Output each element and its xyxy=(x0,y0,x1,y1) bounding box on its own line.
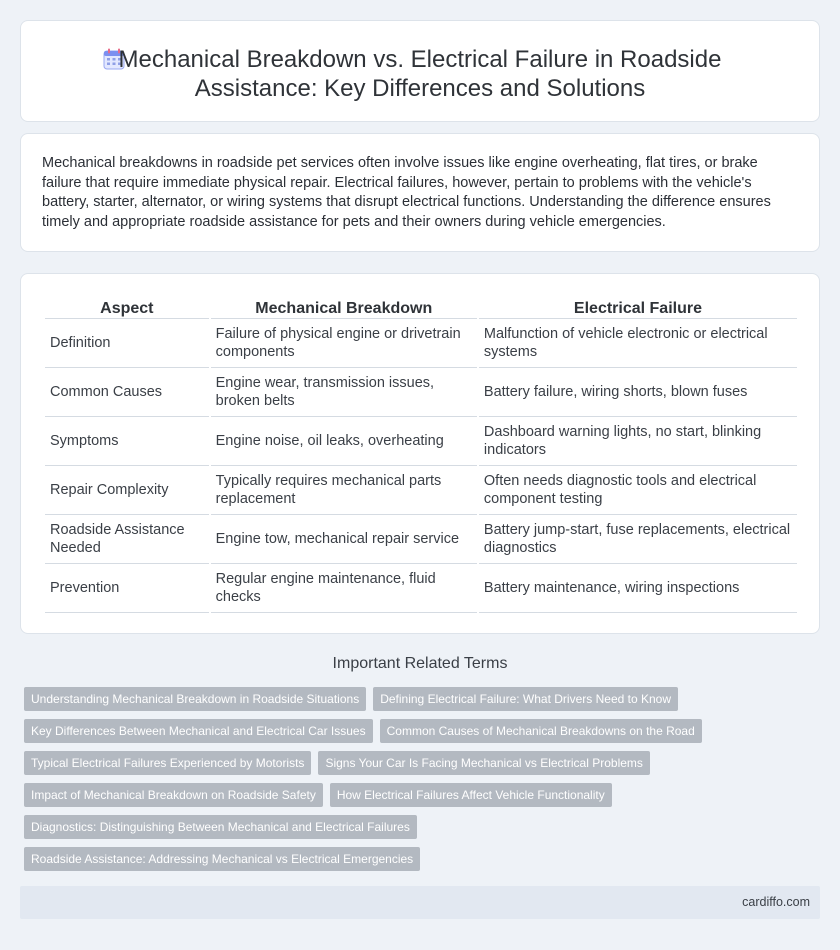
related-term-tag[interactable]: Impact of Mechanical Breakdown on Roadside Safety xyxy=(24,783,323,807)
page-title xyxy=(21,45,819,103)
header-aspect: Aspect xyxy=(45,297,209,319)
cell-mechanical: Typically requires mechanical parts replacement xyxy=(211,466,477,515)
related-term-tag[interactable]: Typical Electrical Failures Experienced by Motorists xyxy=(24,751,311,775)
comparison-card xyxy=(20,273,820,634)
header-mechanical: Mechanical Breakdown xyxy=(211,297,477,319)
tag-row xyxy=(24,783,704,807)
related-term-tag[interactable]: Key Differences Between Mechanical and Electrical Car Issues xyxy=(24,719,373,743)
table-row xyxy=(45,319,797,368)
table-row xyxy=(45,515,797,564)
cell-aspect: Repair Complexity xyxy=(45,466,209,515)
intro-card xyxy=(20,133,820,252)
related-terms-list xyxy=(24,687,704,879)
cell-aspect: Roadside Assistance Needed xyxy=(45,515,209,564)
table-row xyxy=(45,564,797,613)
table-row xyxy=(45,417,797,466)
related-terms-heading: Important Related Terms xyxy=(332,655,508,672)
tag-row xyxy=(24,751,704,775)
cell-aspect: Symptoms xyxy=(45,417,209,466)
tag-row xyxy=(24,719,704,743)
cell-electrical: Often needs diagnostic tools and electrical component testing xyxy=(479,466,797,515)
table-row xyxy=(45,368,797,417)
related-term-tag[interactable]: Roadside Assistance: Addressing Mechanical vs Electrical Emergencies xyxy=(24,847,420,871)
cell-mechanical: Engine tow, mechanical repair service xyxy=(211,515,477,564)
cell-electrical: Battery failure, wiring shorts, blown fuses xyxy=(479,368,797,417)
comparison-table xyxy=(43,297,799,613)
related-term-tag[interactable]: Defining Electrical Failure: What Drivers Need to Know xyxy=(373,687,678,711)
title-card xyxy=(20,20,820,122)
cell-mechanical: Engine noise, oil leaks, overheating xyxy=(211,417,477,466)
table-row xyxy=(45,466,797,515)
cell-aspect: Definition xyxy=(45,319,209,368)
cell-electrical: Battery maintenance, wiring inspections xyxy=(479,564,797,613)
tag-row xyxy=(24,687,704,711)
page-title-line-1: Mechanical Breakdown vs. Electrical Failure in Roadside xyxy=(118,46,722,73)
cell-mechanical: Regular engine maintenance, fluid checks xyxy=(211,564,477,613)
related-term-tag[interactable]: Understanding Mechanical Breakdown in Roadside Situations xyxy=(24,687,366,711)
related-term-tag[interactable]: Diagnostics: Distinguishing Between Mechanical and Electrical Failures xyxy=(24,815,417,839)
footer xyxy=(20,886,820,919)
tag-row xyxy=(24,815,704,839)
tag-row xyxy=(24,847,704,871)
related-term-tag[interactable]: How Electrical Failures Affect Vehicle Functionality xyxy=(330,783,612,807)
cell-mechanical: Engine wear, transmission issues, broken belts xyxy=(211,368,477,417)
related-term-tag[interactable]: Common Causes of Mechanical Breakdowns on the Road xyxy=(380,719,702,743)
table-header-row xyxy=(45,297,797,319)
page-title-line-2: Assistance: Key Differences and Solutions xyxy=(194,75,646,102)
related-term-tag[interactable]: Signs Your Car Is Facing Mechanical vs Electrical Problems xyxy=(318,751,649,775)
intro-paragraph: Mechanical breakdowns in roadside pet services often involve issues like engine overheating, flat tires, or brake failure that require immediate physical repair. Electrical failures, however, pertain to problems with the vehicle's battery, starter, alternator, or wiring systems that disrupt electrical functions. Understanding the difference ensures timely and appropriate roadside assistance for pets and their owners during vehicle emergencies. xyxy=(42,155,771,230)
cell-aspect: Prevention xyxy=(45,564,209,613)
cell-electrical: Battery jump-start, fuse replacements, electrical diagnostics xyxy=(479,515,797,564)
cell-aspect: Common Causes xyxy=(45,368,209,417)
cell-mechanical: Failure of physical engine or drivetrain components xyxy=(211,319,477,368)
header-electrical: Electrical Failure xyxy=(479,297,797,319)
footer-site-link[interactable]: cardiffo.com xyxy=(742,895,810,909)
cell-electrical: Dashboard warning lights, no start, blinking indicators xyxy=(479,417,797,466)
cell-electrical: Malfunction of vehicle electronic or electrical systems xyxy=(479,319,797,368)
